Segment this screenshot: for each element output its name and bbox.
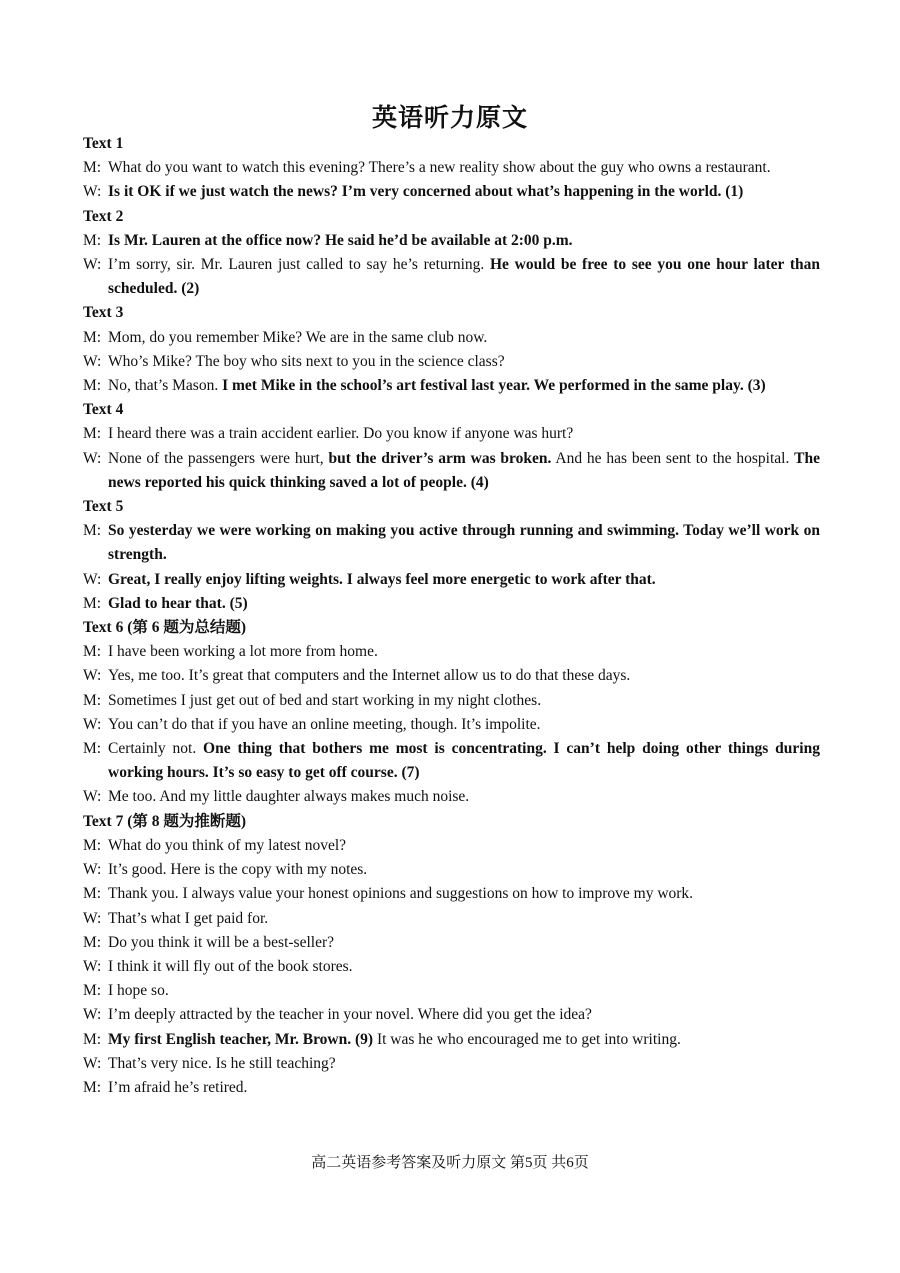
speaker-label: M: [83,691,102,709]
speaker-label: W: [83,449,102,467]
section-heading: Text 1 [83,135,124,152]
dialogue-line [83,180,820,204]
section-heading: Text 6 (第 6 题为总结题) [83,619,247,637]
dialogue-text: That’s what I get paid for. [108,909,269,927]
dialogue-text: Yes, me too. It’s great that computers and the Internet allow us to do that these days. [108,667,631,685]
dialogue-line [83,156,820,180]
answer-text: So yesterday we were working on making you active through running and swimming. Today we’ll work on strength. [108,522,820,564]
dialogue-line [83,640,820,664]
speaker-label: W: [83,256,102,274]
speaker-label: W: [83,715,102,733]
dialogue-text: What do you think of my latest novel? [108,836,347,854]
dialogue-line [83,568,820,592]
dialogue-text: I’m sorry, sir. Mr. Lauren just called to say he’s returning. [108,256,490,274]
dialogue-text: I heard there was a train accident earlier. Do you know if anyone was hurt? [108,425,574,443]
speaker-label: M: [83,425,102,443]
dialogue-line [83,1052,820,1076]
dialogue-line [83,592,820,616]
speaker-label: M: [83,885,102,903]
dialogue-text: It was he who encouraged me to get into writing. [373,1030,681,1048]
dialogue-text: That’s very nice. Is he still teaching? [108,1054,336,1072]
speaker-label: M: [83,1078,102,1096]
dialogue-text: Thank you. I always value your honest opinions and suggestions on how to improve my work. [108,885,694,903]
page-footer: 高二英语参考答案及听力原文 第5页 共6页 [311,1155,589,1171]
dialogue-text: Sometimes I just get out of bed and start working in my night clothes. [108,691,542,709]
speaker-label: W: [83,861,102,879]
speaker-label: M: [83,643,102,661]
answer-text: My first English teacher, Mr. Brown. (9) [108,1030,374,1048]
dialogue-line [83,422,820,446]
answer-text: but the driver’s arm was broken. [328,449,552,467]
speaker-label: M: [83,1030,102,1048]
dialogue-text: And he has been sent to the hospital. [551,449,795,467]
dialogue-text: What do you want to watch this evening? There’s a new reality show about the guy who owns a restaurant. [108,159,771,177]
dialogue-text: Mom, do you remember Mike? We are in the same club now. [108,328,488,346]
section-heading: Text 2 [83,207,124,225]
answer-text: I met Mike in the school’s art festival last year. We performed in the same play. (3) [222,377,766,395]
dialogue-line [83,519,820,567]
dialogue-text: None of the passengers were hurt, [108,449,329,467]
dialogue-line [83,834,820,858]
dialogue-line [83,1076,820,1100]
answer-text: Is it OK if we just watch the news? I’m very concerned about what’s happening in the world. (1) [108,183,744,201]
speaker-label: W: [83,183,102,201]
answer-text: He would be free to see you one hour later than scheduled. (2) [108,256,820,298]
speaker-label: W: [83,957,102,975]
dialogue-line [83,785,820,809]
dialogue-line [83,882,820,906]
transcript-body [83,132,820,1100]
speaker-label: M: [83,159,102,177]
dialogue-line [83,253,820,301]
dialogue-text: I have been working a lot more from home. [108,643,378,661]
dialogue-line [83,1003,820,1027]
section-heading: Text 5 [83,498,124,516]
dialogue-line [83,955,820,979]
dialogue-text: Do you think it will be a best-seller? [108,933,334,951]
speaker-label: M: [83,594,102,612]
speaker-label: M: [83,522,102,540]
section-heading: Text 3 [83,304,124,322]
speaker-label: M: [83,377,102,395]
page-title: 英语听力原文 [371,103,528,132]
dialogue-text: I’m afraid he’s retired. [108,1078,248,1096]
dialogue-text: Certainly not. [108,740,204,758]
dialogue-line [83,664,820,688]
speaker-label: W: [83,788,102,806]
speaker-label: W: [83,1054,102,1072]
section-heading: Text 4 [83,401,124,419]
speaker-label: W: [83,909,102,927]
speaker-label: M: [83,933,102,951]
dialogue-line [83,907,820,931]
answer-text: Glad to hear that. (5) [108,594,248,612]
dialogue-text: I think it will fly out of the book stores. [108,957,353,975]
dialogue-line [83,713,820,737]
dialogue-line [83,689,820,713]
speaker-label: W: [83,352,102,370]
speaker-label: W: [83,667,102,685]
speaker-label: M: [83,231,102,249]
speaker-label: M: [83,328,102,346]
dialogue-line [83,374,820,398]
dialogue-line [83,447,820,495]
speaker-label: W: [83,570,102,588]
dialogue-line [83,737,820,785]
dialogue-line [83,229,820,253]
dialogue-text: You can’t do that if you have an online meeting, though. It’s impolite. [108,715,541,733]
dialogue-line [83,979,820,1003]
speaker-label: M: [83,982,102,1000]
dialogue-text: Me too. And my little daughter always makes much noise. [108,788,470,806]
answer-text: One thing that bothers me most is concentrating. I can’t help doing other things during working hours. It’s so easy to get off course. (7) [108,740,820,782]
speaker-label: M: [83,740,102,758]
answer-text: The news reported his quick thinking saved a lot of people. (4) [108,449,821,491]
answer-text: Is Mr. Lauren at the office now? He said he’d be available at 2:00 p.m. [108,231,573,249]
dialogue-line [83,350,820,374]
section-heading: Text 7 (第 8 题为推断题) [83,812,247,830]
dialogue-text: I hope so. [108,982,169,1000]
speaker-label: W: [83,1006,102,1024]
dialogue-text: No, that’s Mason. [108,377,223,395]
dialogue-text: It’s good. Here is the copy with my notes. [108,861,368,879]
dialogue-line [83,1028,820,1052]
dialogue-line [83,858,820,882]
speaker-label: M: [83,836,102,854]
dialogue-text: I’m deeply attracted by the teacher in your novel. Where did you get the idea? [108,1006,592,1024]
answer-text: Great, I really enjoy lifting weights. I always feel more energetic to work after that. [108,570,656,588]
dialogue-text: Who’s Mike? The boy who sits next to you in the science class? [108,352,505,370]
dialogue-line [83,931,820,955]
dialogue-line [83,326,820,350]
